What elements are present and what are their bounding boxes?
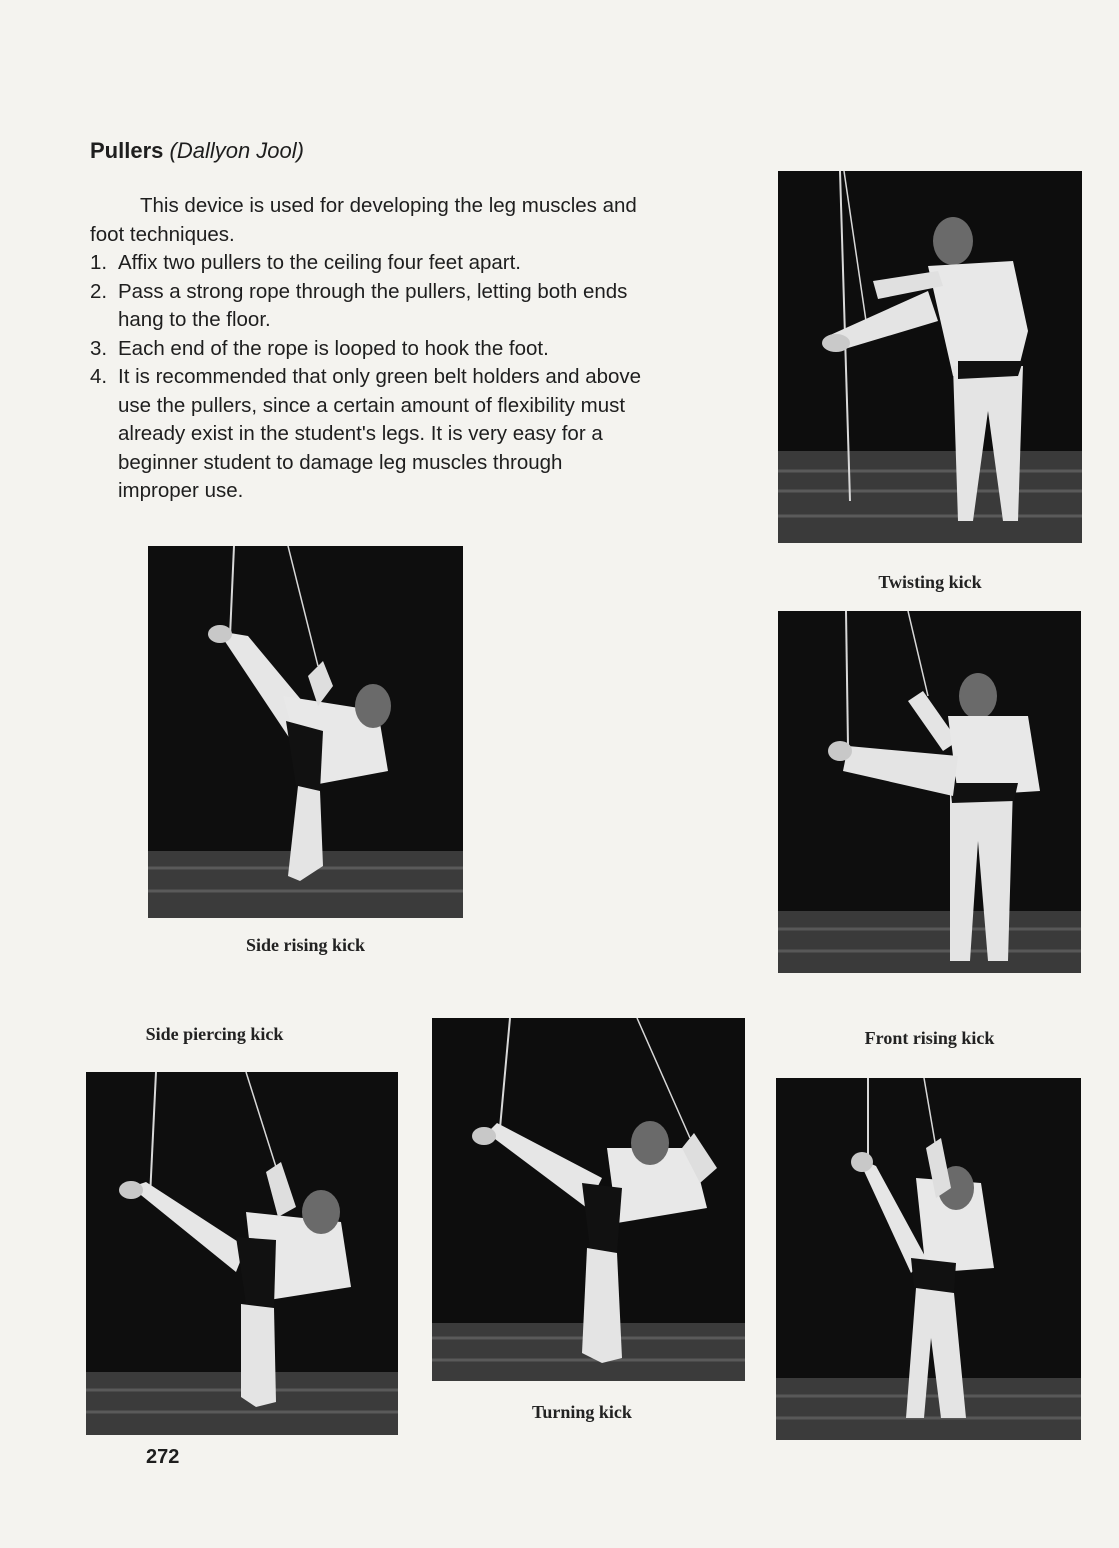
step-text: Pass a strong rope through the pullers, letting both ends hang to the floor. (118, 279, 628, 331)
caption-side-piercing-kick: Side piercing kick (145, 1024, 284, 1044)
photo-side-rising-kick (148, 546, 463, 918)
step-text: Each end of the rope is looped to hook the foot. (118, 336, 549, 360)
steps-list (90, 249, 646, 506)
step-item (90, 249, 646, 278)
title-subtitle: (Dallyon Jool) (169, 138, 304, 163)
photo-front-rising-kick (778, 611, 1081, 973)
caption-front-rising-kick: Front rising kick (864, 1028, 995, 1048)
step-item (90, 335, 646, 364)
photo-image (778, 171, 1082, 543)
step-number: 3. (90, 336, 108, 360)
step-number: 4. (90, 365, 108, 388)
photo-side-piercing-kick (86, 1072, 398, 1435)
step-text: It is recommended that only green belt holders and above use the pullers, since a certain amount of flexibility must already exist in the student's legs. It is very easy for a beginner student to damage leg muscles through improper use. (118, 365, 642, 502)
step-number: 1. (90, 251, 108, 274)
step-item (90, 363, 646, 506)
caption-twisting-kick: Twisting kick (878, 572, 982, 592)
title-text: Pullers (90, 138, 164, 163)
photo-image (86, 1072, 398, 1435)
photo-image (778, 611, 1081, 973)
photo-image (776, 1078, 1081, 1440)
intro-paragraph: This device is used for developing the leg muscles and foot techniques. (90, 194, 637, 246)
photo-front-rising-kick-2 (776, 1078, 1081, 1440)
photo-image (432, 1018, 745, 1381)
section-title (90, 138, 304, 164)
page-number: 272 (146, 1446, 180, 1468)
photo-twisting-kick (778, 171, 1082, 543)
photo-image (148, 546, 463, 918)
instructions (90, 192, 646, 506)
step-number: 2. (90, 279, 108, 303)
photo-turning-kick (432, 1018, 745, 1381)
caption-side-rising-kick: Side rising kick (245, 935, 366, 955)
step-item (90, 278, 646, 335)
caption-turning-kick: Turning kick (532, 1402, 632, 1422)
step-text: Affix two pullers to the ceiling four feet apart. (118, 251, 522, 274)
